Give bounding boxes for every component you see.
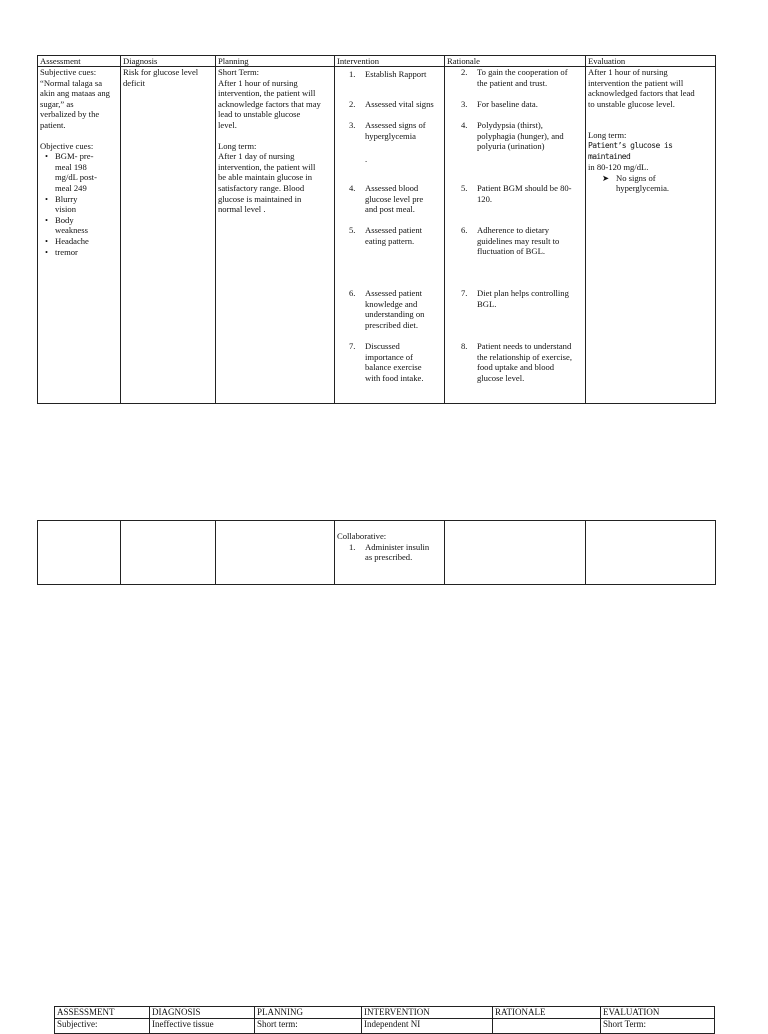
list-item: 3. For baseline data. <box>461 99 538 109</box>
list-item: ➤ No signs of hyperglycemia. <box>602 172 670 194</box>
header-diagnosis: DIAGNOSIS <box>150 1007 255 1019</box>
list-item: • BGM- pre- meal 198 mg/dL post- meal 249 <box>55 151 118 193</box>
assessment-cell <box>38 67 121 404</box>
header-assessment: ASSESSMENT <box>55 1007 150 1019</box>
list-item: 2. Assessed vital signs <box>349 99 434 109</box>
list-item: • Headache <box>55 236 118 247</box>
nursing-care-plan-table <box>37 55 716 404</box>
collaborative-label: Collaborative: <box>337 531 387 541</box>
stray-dot: . <box>365 154 368 164</box>
header-rationale: Rationale <box>445 56 586 67</box>
intervention-cell <box>335 67 445 404</box>
list-item: 5. Patient BGM should be 80- 120. <box>461 183 572 204</box>
table-row <box>38 521 716 585</box>
list-item: 1. Administer insulin as prescribed. <box>349 541 430 563</box>
evaluation-cell: After 1 hour of nursing intervention the patient will acknowledged factors that lead to unstable glucose level. Long term: Patient’s glucose is maintained in 80-120 mg/dL. ➤ No signs of hyperglycemia. <box>586 67 716 404</box>
objective-list <box>40 151 118 257</box>
collaborative-table <box>37 520 716 585</box>
list-item: 6. Assessed patient knowledge and understanding on prescribed diet. <box>349 288 425 330</box>
subjective-quote: “Normal talaga sa akin ang mataas ang sugar,” as verbalized by the patient. <box>40 77 110 130</box>
list-item: 4. Assessed blood glucose level pre and post meal. <box>349 183 424 215</box>
header-evaluation: EVALUATION <box>601 1007 715 1019</box>
objective-label: Objective cues: <box>40 140 94 151</box>
subjective-label: Subjective cues: <box>40 67 97 77</box>
header-evaluation: Evaluation <box>586 56 716 67</box>
maintained-text: Patient’s glucose is maintained <box>588 140 673 161</box>
list-item: 6. Adherence to dietary guidelines may result to fluctuation of BGL. <box>461 225 560 257</box>
list-item: 2. To gain the cooperation of the patient and trust. <box>461 67 568 88</box>
arrow-bullet-icon: ➤ <box>602 172 610 183</box>
header-rationale: RATIONALE <box>493 1007 601 1019</box>
table-header-row <box>55 1007 715 1019</box>
list-item: 4. Polydypsia (thirst), polyphagia (hunger), and polyuria (urination) <box>461 120 564 152</box>
long-term-label: Long term: <box>588 130 627 141</box>
header-diagnosis: Diagnosis <box>121 56 216 67</box>
list-item: 8. Patient needs to understand the relationship of exercise, food uptake and blood glucose level. <box>461 341 572 383</box>
list-item: • Body weakness <box>55 215 118 236</box>
header-planning: Planning <box>216 56 335 67</box>
diagnosis-cell: Risk for glucose level deficit <box>121 67 216 404</box>
header-intervention: INTERVENTION <box>362 1007 493 1019</box>
rationale-cell <box>445 67 586 404</box>
list-item: 5. Assessed patient eating pattern. <box>349 225 423 246</box>
list-item: 7. Diet plan helps controlling BGL. <box>461 288 569 309</box>
second-care-plan-table <box>54 1006 715 1034</box>
table-row <box>38 67 716 404</box>
list-item: • Blurry vision <box>55 194 118 215</box>
table-header-row <box>38 56 716 67</box>
header-planning: PLANNING <box>255 1007 362 1019</box>
header-intervention: Intervention <box>335 56 445 67</box>
long-term-label: Long term: <box>218 140 257 151</box>
list-item: 1. Establish Rapport <box>349 69 427 79</box>
table-row: Subjective: Ineffective tissue Short term: Independent NI Short Term: <box>55 1019 715 1034</box>
list-item: 3. Assessed signs of hyperglycemia <box>349 120 426 141</box>
collaborative-cell <box>335 521 445 585</box>
list-item: 7. Discussed importance of balance exercise with food intake. <box>349 341 424 383</box>
header-assessment: Assessment <box>38 56 121 67</box>
short-term-label: Short Term: <box>218 67 260 77</box>
list-item: • tremor <box>55 247 118 258</box>
planning-cell: Short Term: After 1 hour of nursing intervention, the patient will acknowledge factors that may lead to unstable glucose level. Long term: After 1 day of nursing intervention, the patient will be able maintain glucose in satisfactory range. Blood glucose is maintained in normal level . <box>216 67 335 404</box>
